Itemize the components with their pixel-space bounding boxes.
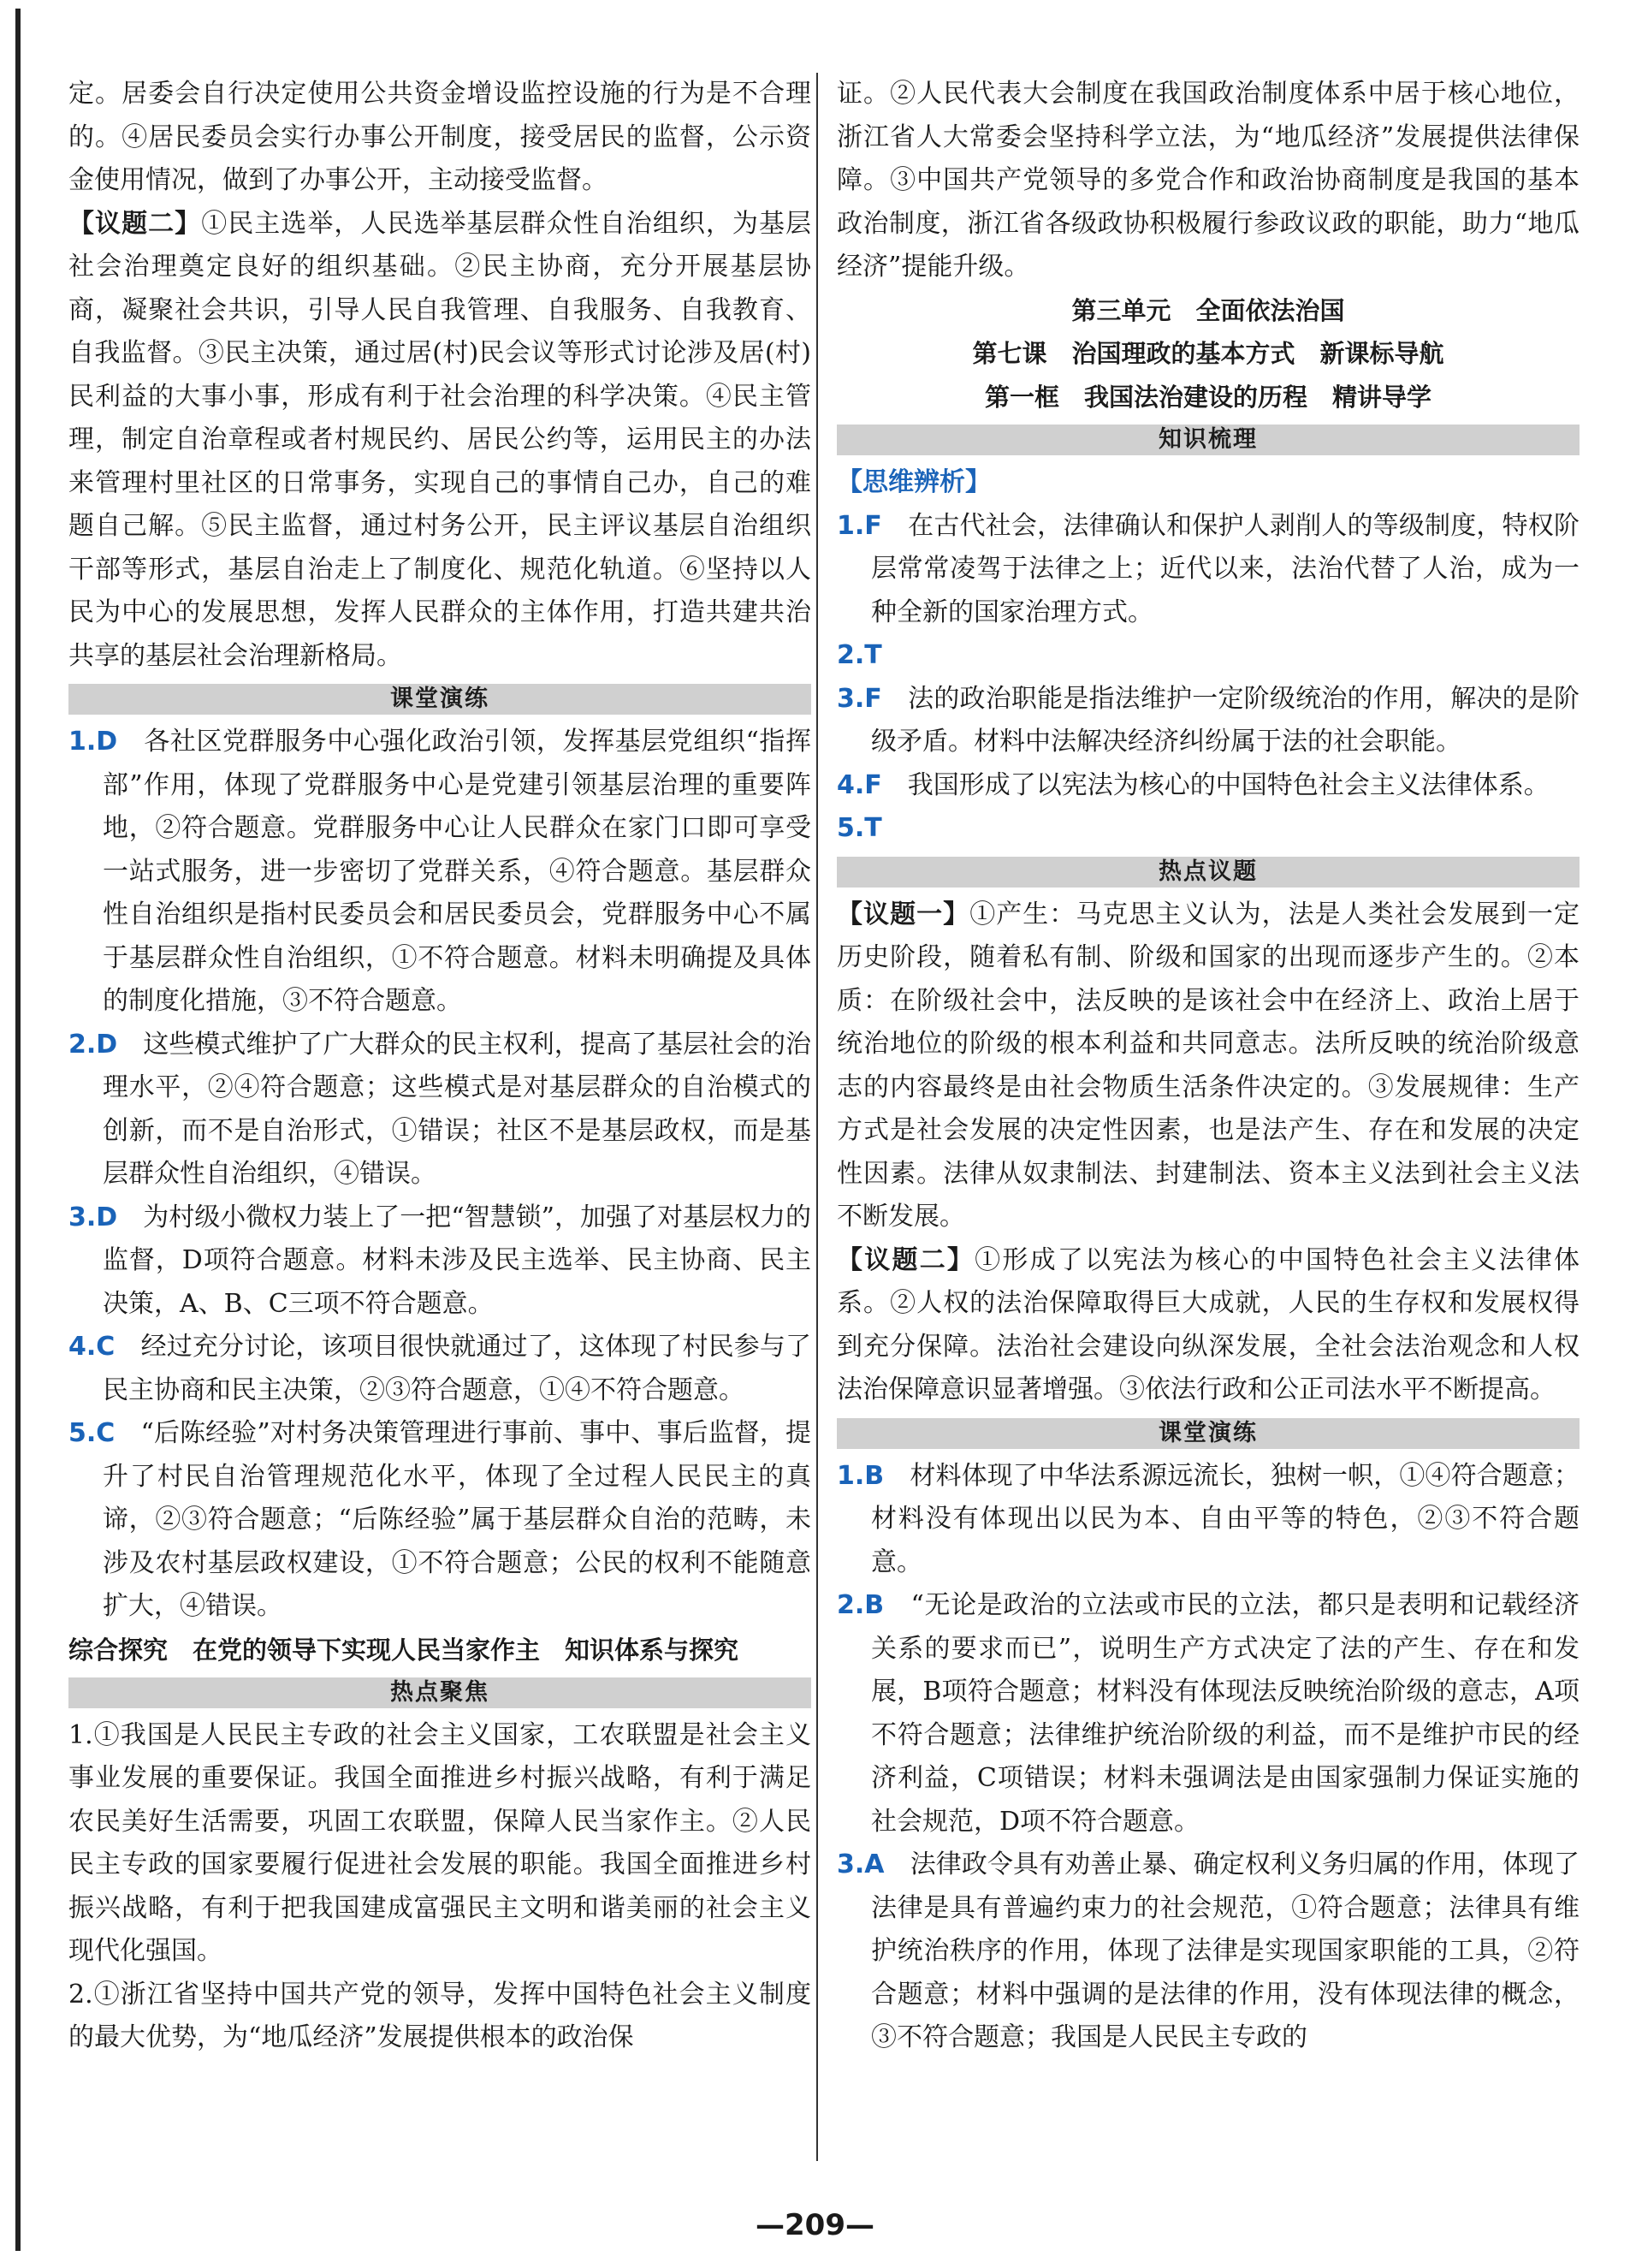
answer-number: 2.D: [68, 1029, 118, 1060]
answer-explanation: “后陈经验”对村务决策管理进行事前、事中、事后监督，提升了村民自治管理规范化水平，体现了全过程人民民主的真谛，②③符合题意；“后陈经验”属于基层群众自治的范畴，未涉及农村基层政权建设，①不符合题意；公民的权利不能随意扩大，④错误。: [103, 1418, 811, 1621]
thinking-label: 【思维辨析】: [837, 467, 991, 497]
answer-explanation: 我国形成了以宪法为核心的中国特色社会主义法律体系。: [907, 769, 1550, 800]
issue-text: ①产生：马克思主义认为，法是人类社会发展到一定历史阶段，随着私有制、阶级和国家的出现而逐步产生的。②本质：在阶级社会中，法反映的是该社会中在经济上、政治上居于统治地位的阶级的根本利益和共同意志。法所反映的统治阶级意志的内容最终是由社会物质生活条件决定的。③发展规律：生产方式是社会发展的决定性因素，也是法产生、存在和发展的决定性因素。法律从奴隶制法、封建制法、资本主义法到社会主义法不断发展。: [837, 899, 1580, 1232]
section-bar-practice: 课堂演练: [68, 684, 811, 715]
answer-number: 5.C: [68, 1418, 116, 1448]
true-false-item: [837, 764, 1580, 808]
lesson-heading: 第七课 治国理政的基本方式 新课标导航: [972, 339, 1444, 368]
right-issue-1: [837, 894, 1580, 1239]
answer-number: 1.F: [837, 510, 882, 541]
answer-explanation: 材料体现了中华法系源远流长，独树一帜，①④符合题意；材料没有体现出以民为本、自由平等的特色，②③不符合题意。: [871, 1460, 1580, 1577]
column-divider: [816, 73, 818, 2161]
answer-explanation: 法的政治职能是指法维护一定阶级统治的作用，解决的是阶级矛盾。材料中法解决经济纠纷属于法的社会职能。: [871, 683, 1580, 757]
answer-item: [837, 1584, 1580, 1843]
issue-label: 【议题二】: [837, 1244, 975, 1275]
answer-item: [68, 1326, 811, 1412]
answer-number: 1.B: [837, 1460, 885, 1491]
issue-text: ①民主选举，人民选举基层群众性自治组织，为基层社会治理奠定良好的组织基础。②民主协商，充分开展基层协商，凝聚社会共识，引导人民自我管理、自我服务、自我教育、自我监督。③民主决策，通过居(村)民会议等形式讨论涉及居(村)民利益的大事小事，形成有利于社会治理的科学决策。④民主管理，制定自治章程或者村规民约、居民公约等，运用民主的办法来管理村里社区的日常事务，实现自己的事情自己办，自己的难题自己解。⑤民主监督，通过村务公开，民主评议基层自治组织干部等形式，基层自治走上了制度化、规范化轨道。⑥坚持以人民为中心的发展思想，发挥人民群众的主体作用，打造共建共治共享的基层社会治理新格局。: [68, 208, 812, 671]
true-false-item: [837, 634, 1580, 678]
section-bar-practice: 课堂演练: [837, 1418, 1580, 1449]
answer-item: [68, 721, 811, 1024]
true-false-item: [837, 807, 1580, 851]
left-issue-2: [68, 203, 811, 679]
answer-explanation: 为村级小微权力装上了一把“智慧锁”，加强了对基层权力的监督，D项符合题意。材料未涉及民主选举、民主协商、民主决策，A、B、C三项不符合题意。: [103, 1202, 811, 1319]
answer-number: 4.C: [68, 1332, 116, 1362]
left-paragraph-1: 定。居委会自行决定使用公共资金增设监控设施的行为是不合理的。④居民委员会实行办事公开制度，接受居民的监督，公示资金使用情况，做到了办事公开，主动接受监督。: [68, 79, 811, 195]
page-number: —209—: [756, 2208, 874, 2242]
page-edge-line: [15, 9, 21, 2251]
answer-item: [837, 1455, 1580, 1585]
right-issue-2: [837, 1239, 1580, 1412]
left-column: [68, 73, 811, 2060]
answer-number: 1.D: [68, 727, 118, 757]
section-bar-knowledge: 知识梳理: [837, 425, 1580, 455]
answer-item: [68, 1412, 811, 1629]
answer-number: 3.F: [837, 683, 882, 714]
section-bar-hot-focus: 热点聚焦: [68, 1677, 811, 1708]
frame-heading: 第一框 我国法治建设的历程 精讲导学: [984, 382, 1431, 412]
answer-number: 4.F: [837, 769, 882, 800]
true-false-list: [837, 505, 1580, 851]
issue-label: 【议题二】: [68, 208, 202, 239]
issue-text: ①形成了以宪法为核心的中国特色社会主义法律体系。②人权的法治保障取得巨大成就，人民的生存权和发展权得到充分保障。法治社会建设向纵深发展，全社会法治观念和人权法治保障意识显著增强。③依法行政和公正司法水平不断提高。: [837, 1244, 1580, 1404]
answer-number: 3.A: [837, 1849, 885, 1879]
answer-explanation: 法律政令具有劝善止暴、确定权利义务归属的作用，体现了法律是具有普遍约束力的社会规范，①符合题意；法律具有维护统治秩序的作用，体现了法律是实现国家职能的工具，②符合题意；材料中强调的是法律的作用，没有体现法律的概念，③不符合题意；我国是人民民主专政的: [871, 1849, 1580, 2052]
answer-explanation: “无论是政治的立法或市民的立法，都只是表明和记载经济关系的要求而已”，说明生产方式决定了法的产生、存在和发展，B项符合题意；材料没有体现法反映统治阶级的意志，A项不符合题意；法律维护统治阶级的利益，而不是维护市民的经济利益，C项错误；材料未强调法是由国家强制力保证实施的社会规范，D项不符合题意。: [871, 1590, 1580, 1837]
hot-focus-2: 2.①浙江省坚持中国共产党的领导，发挥中国特色社会主义制度的最大优势，为“地瓜经济”发展提供根本的政治保: [68, 1979, 811, 2052]
right-paragraph-1: 证。②人民代表大会制度在我国政治制度体系中居于核心地位，浙江省人大常委会坚持科学立法，为“地瓜经济”发展提供法律保障。③中国共产党领导的多党合作和政治协商制度是我国的基本政治制度，浙江省各级政协积极履行参政议政的职能，助力“地瓜经济”提能升级。: [837, 79, 1580, 282]
true-false-item: [837, 505, 1580, 635]
answer-explanation: 各社区党群服务中心强化政治引领，发挥基层党组织“指挥部”作用，体现了党群服务中心是党建引领基层治理的重要阵地，②符合题意。党群服务中心让人民群众在家门口即可享受一站式服务，进一步密切了党群关系，④符合题意。基层群众性自治组织是指村民委员会和居民委员会，党群服务中心不属于基层群众性自治组织，①不符合题意。材料未明确提及具体的制度化措施，③不符合题意。: [103, 727, 812, 1016]
issue-label: 【议题一】: [837, 899, 970, 929]
right-column: [837, 73, 1580, 2060]
answer-explanation: 在古代社会，法律确认和保护人剥削人的等级制度，特权阶层常常凌驾于法律之上；近代以来，法治代替了人治，成为一种全新的国家治理方式。: [871, 510, 1580, 627]
section-title-comprehensive: 综合探究 在党的领导下实现人民当家作主 知识体系与探究: [68, 1635, 739, 1665]
hot-focus-1: 1.①我国是人民民主专政的社会主义国家，工农联盟是社会主义事业发展的重要保证。我国全面推进乡村振兴战略，有利于满足农民美好生活需要，巩固工农联盟，保障人民当家作主。②人民民主专政的国家要履行促进社会发展的职能。我国全面推进乡村振兴战略，有利于把我国建成富强民主文明和谐美丽的社会主义现代化强国。: [68, 1719, 811, 1966]
answer-explanation: 这些模式维护了广大群众的民主权利，提高了基层社会的治理水平，②④符合题意；这些模式是对基层群众的自治模式的创新，而不是自治形式，①错误；社区不是基层政权，而是基层群众性自治组织，④错误。: [103, 1029, 812, 1189]
left-answer-list: [68, 721, 811, 1629]
answer-number: 3.D: [68, 1202, 118, 1232]
answer-number: 5.T: [837, 813, 882, 843]
unit-heading: 第三单元 全面依法治国: [1071, 295, 1345, 325]
answer-number: 2.T: [837, 640, 882, 670]
answer-number: 2.B: [837, 1590, 885, 1620]
right-answer-list: [837, 1455, 1580, 2060]
true-false-item: [837, 678, 1580, 764]
section-bar-hot-issues: 热点议题: [837, 857, 1580, 888]
answer-explanation: 经过充分讨论，该项目很快就通过了，这体现了村民参与了民主协商和民主决策，②③符合题意，①④不符合题意。: [103, 1332, 812, 1405]
answer-item: [837, 1843, 1580, 2060]
answer-item: [68, 1196, 811, 1327]
answer-item: [68, 1024, 811, 1196]
